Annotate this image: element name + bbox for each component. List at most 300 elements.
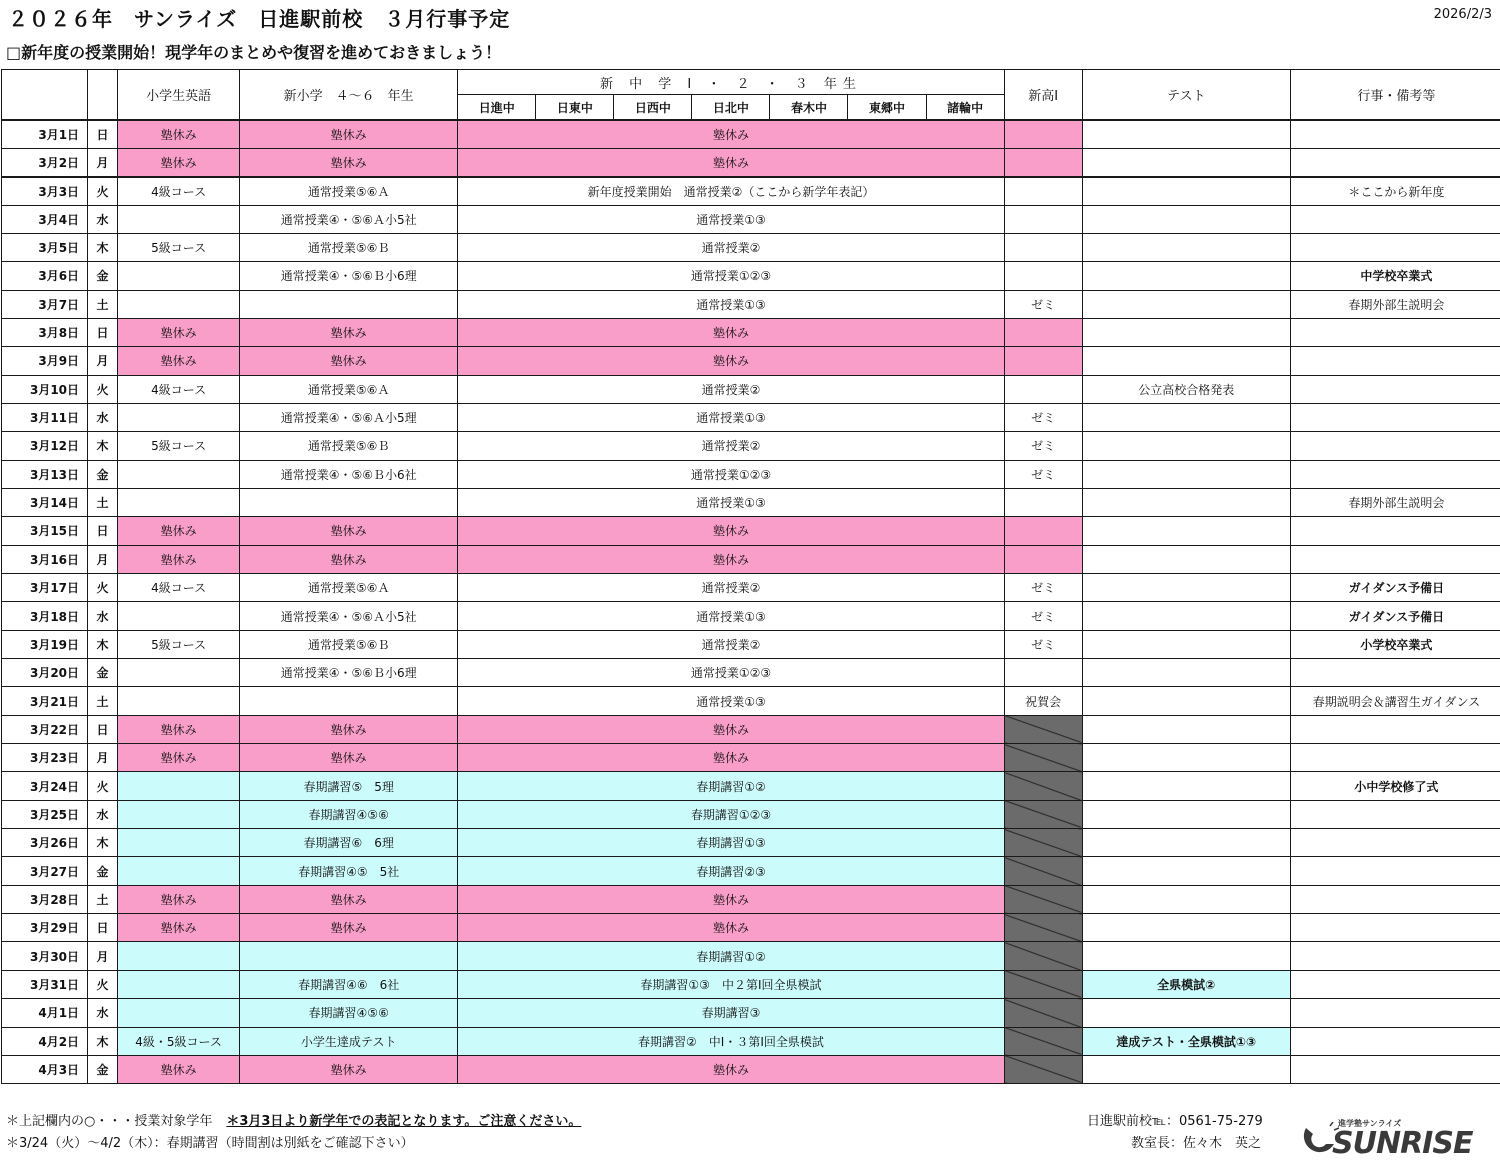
logo-wordmark: SUNRISE — [1332, 1126, 1473, 1161]
logo-subtitle: 進学塾サンライズ — [1338, 1119, 1402, 1128]
cell-eng: 塾休み — [118, 545, 240, 573]
cell-eng: 5級コース — [118, 432, 240, 460]
table-row — [2, 1027, 1500, 1055]
cell-elem: 通常授業④・⑤⑥Ａ小5理 — [240, 403, 458, 431]
footer-note-1 — [6, 1110, 581, 1129]
cell-date: 3月7日 — [2, 290, 88, 318]
cell-high — [1004, 233, 1082, 261]
cell-date: 3月9日 — [2, 347, 88, 375]
table-row — [2, 829, 1500, 857]
cell-test — [1082, 999, 1290, 1027]
cell-test — [1082, 1055, 1290, 1083]
cell-eng: 4級コース — [118, 574, 240, 602]
cell-test — [1082, 120, 1290, 148]
cell-date: 3月31日 — [2, 970, 88, 998]
cell-date: 3月13日 — [2, 460, 88, 488]
cell-high: ゼミ — [1004, 290, 1082, 318]
cell-eng: 塾休み — [118, 715, 240, 743]
cell-dow: 月 — [88, 942, 118, 970]
cell-elem: 塾休み — [240, 318, 458, 346]
cell-date: 3月15日 — [2, 517, 88, 545]
cell-events — [1290, 999, 1500, 1027]
cell-high — [1004, 318, 1082, 346]
cell-mid: 通常授業② — [458, 574, 1004, 602]
cell-eng — [118, 262, 240, 290]
table-row — [2, 574, 1500, 602]
cell-events — [1290, 659, 1500, 687]
cell-test — [1082, 715, 1290, 743]
cell-eng: 塾休み — [118, 120, 240, 148]
cell-test — [1082, 545, 1290, 573]
cell-dow: 火 — [88, 177, 118, 205]
cell-events — [1290, 715, 1500, 743]
table-row — [2, 999, 1500, 1027]
cell-events: 春期外部生説明会 — [1290, 488, 1500, 516]
cell-eng: 塾休み — [118, 885, 240, 913]
cell-dow: 月 — [88, 545, 118, 573]
cell-high — [1004, 1027, 1082, 1055]
table-row — [2, 262, 1500, 290]
cell-test — [1082, 517, 1290, 545]
header-high: 新高Ⅰ — [1004, 70, 1082, 121]
cell-events — [1290, 545, 1500, 573]
cell-test — [1082, 347, 1290, 375]
header-events: 行事・備考等 — [1290, 70, 1500, 121]
cell-eng: 塾休み — [118, 1055, 240, 1083]
cell-high — [1004, 545, 1082, 573]
cell-dow: 月 — [88, 347, 118, 375]
cell-test: 全県模試② — [1082, 970, 1290, 998]
cell-events — [1290, 432, 1500, 460]
schedule-table — [1, 69, 1500, 1084]
cell-test — [1082, 488, 1290, 516]
cell-elem: 通常授業⑤⑥Ｂ — [240, 630, 458, 658]
cell-high — [1004, 715, 1082, 743]
cell-events — [1290, 857, 1500, 885]
cell-eng — [118, 488, 240, 516]
cell-dow: 金 — [88, 857, 118, 885]
cell-events — [1290, 205, 1500, 233]
cell-date: 3月11日 — [2, 403, 88, 431]
cell-events — [1290, 318, 1500, 346]
cell-high: ゼミ — [1004, 432, 1082, 460]
cell-elem: 通常授業④・⑤⑥Ｂ小6理 — [240, 659, 458, 687]
cell-mid: 塾休み — [458, 318, 1004, 346]
cell-eng — [118, 460, 240, 488]
table-row — [2, 120, 1500, 148]
cell-eng — [118, 999, 240, 1027]
cell-mid: 通常授業①③ — [458, 403, 1004, 431]
header-elem: 新小学 ４～６ 年生 — [240, 70, 458, 121]
table-row — [2, 545, 1500, 573]
cell-dow: 日 — [88, 914, 118, 942]
cell-high — [1004, 1055, 1082, 1083]
cell-date: 3月6日 — [2, 262, 88, 290]
cell-date: 3月24日 — [2, 772, 88, 800]
cell-elem — [240, 488, 458, 516]
cell-dow: 木 — [88, 630, 118, 658]
cell-eng — [118, 403, 240, 431]
cell-date: 3月23日 — [2, 744, 88, 772]
header-school: 諸輪中 — [926, 95, 1004, 121]
cell-mid: 塾休み — [458, 885, 1004, 913]
cell-test — [1082, 885, 1290, 913]
cell-mid: 春期講習①③ 中２第Ⅰ回全県模試 — [458, 970, 1004, 998]
cell-eng: 塾休み — [118, 744, 240, 772]
cell-date: 4月1日 — [2, 999, 88, 1027]
cell-mid: 春期講習③ — [458, 999, 1004, 1027]
cell-date: 3月26日 — [2, 829, 88, 857]
cell-elem: 塾休み — [240, 885, 458, 913]
table-row — [2, 970, 1500, 998]
footer-note-emphasis: ＊3月3日より新学年での表記となります。ご注意ください。 — [226, 1114, 582, 1129]
cell-dow: 木 — [88, 233, 118, 261]
header-school: 日進中 — [458, 95, 536, 121]
cell-elem: 通常授業④・⑤⑥Ｂ小6社 — [240, 460, 458, 488]
cell-elem: 塾休み — [240, 744, 458, 772]
cell-mid: 通常授業①③ — [458, 687, 1004, 715]
table-row — [2, 205, 1500, 233]
cell-events: 小学校卒業式 — [1290, 630, 1500, 658]
cell-mid: 通常授業①③ — [458, 205, 1004, 233]
cell-high — [1004, 120, 1082, 148]
cell-date: 3月1日 — [2, 120, 88, 148]
cell-eng — [118, 290, 240, 318]
cell-eng: 塾休み — [118, 318, 240, 346]
cell-mid: 塾休み — [458, 517, 1004, 545]
cell-high — [1004, 942, 1082, 970]
cell-test — [1082, 290, 1290, 318]
table-row — [2, 432, 1500, 460]
cell-date: 3月16日 — [2, 545, 88, 573]
table-row — [2, 715, 1500, 743]
table-row — [2, 914, 1500, 942]
table-row — [2, 1055, 1500, 1083]
cell-elem: 通常授業④・⑤⑥Ｂ小6理 — [240, 262, 458, 290]
cell-high — [1004, 772, 1082, 800]
cell-high — [1004, 999, 1082, 1027]
cell-date: 3月19日 — [2, 630, 88, 658]
cell-high — [1004, 177, 1082, 205]
cell-eng — [118, 602, 240, 630]
cell-test — [1082, 630, 1290, 658]
cell-high — [1004, 375, 1082, 403]
cell-events — [1290, 347, 1500, 375]
cell-eng — [118, 857, 240, 885]
cell-dow: 金 — [88, 1055, 118, 1083]
table-row — [2, 602, 1500, 630]
cell-eng: 塾休み — [118, 148, 240, 176]
cell-test — [1082, 262, 1290, 290]
header-date — [2, 70, 88, 121]
cell-dow: 月 — [88, 148, 118, 176]
table-row — [2, 885, 1500, 913]
cell-elem: 通常授業④・⑤⑥Ａ小5社 — [240, 602, 458, 630]
cell-test — [1082, 857, 1290, 885]
cell-high — [1004, 744, 1082, 772]
cell-date: 3月18日 — [2, 602, 88, 630]
table-row — [2, 148, 1500, 176]
cell-dow: 土 — [88, 885, 118, 913]
cell-eng: 4級・5級コース — [118, 1027, 240, 1055]
cell-eng: 5級コース — [118, 233, 240, 261]
cell-mid: 塾休み — [458, 148, 1004, 176]
cell-eng — [118, 829, 240, 857]
cell-date: 3月27日 — [2, 857, 88, 885]
cell-dow: 日 — [88, 715, 118, 743]
cell-eng — [118, 942, 240, 970]
cell-dow: 金 — [88, 659, 118, 687]
cell-events — [1290, 517, 1500, 545]
cell-dow: 水 — [88, 205, 118, 233]
cell-dow: 土 — [88, 687, 118, 715]
cell-dow: 木 — [88, 1027, 118, 1055]
cell-elem: 春期講習⑤ 5理 — [240, 772, 458, 800]
cell-elem: 通常授業⑤⑥Ｂ — [240, 432, 458, 460]
cell-dow: 火 — [88, 574, 118, 602]
cell-test — [1082, 602, 1290, 630]
cell-elem: 春期講習④⑤ 5社 — [240, 857, 458, 885]
table-row — [2, 403, 1500, 431]
table-row — [2, 375, 1500, 403]
cell-date: 3月5日 — [2, 233, 88, 261]
cell-elem: 春期講習⑥ 6理 — [240, 829, 458, 857]
cell-test — [1082, 205, 1290, 233]
cell-events — [1290, 829, 1500, 857]
header-test: テスト — [1082, 70, 1290, 121]
cell-mid: 春期講習②③ — [458, 857, 1004, 885]
header-school: 日東中 — [536, 95, 614, 121]
cell-dow: 日 — [88, 517, 118, 545]
cell-elem: 通常授業④・⑤⑥Ａ小5社 — [240, 205, 458, 233]
cell-events: 春期説明会＆講習生ガイダンス — [1290, 687, 1500, 715]
cell-high — [1004, 488, 1082, 516]
schedule-body — [2, 120, 1500, 1084]
cell-eng — [118, 970, 240, 998]
cell-events — [1290, 460, 1500, 488]
cell-elem — [240, 290, 458, 318]
cell-date: 3月28日 — [2, 885, 88, 913]
cell-events — [1290, 233, 1500, 261]
cell-high — [1004, 659, 1082, 687]
table-row — [2, 290, 1500, 318]
cell-high: ゼミ — [1004, 630, 1082, 658]
cell-elem — [240, 942, 458, 970]
cell-date: 3月8日 — [2, 318, 88, 346]
cell-test — [1082, 687, 1290, 715]
cell-eng: 塾休み — [118, 517, 240, 545]
cell-elem: 春期講習④⑥ 6社 — [240, 970, 458, 998]
cell-date: 3月14日 — [2, 488, 88, 516]
cell-mid: 通常授業①②③ — [458, 262, 1004, 290]
cell-dow: 土 — [88, 290, 118, 318]
cell-events: ガイダンス予備日 — [1290, 574, 1500, 602]
cell-date: 3月12日 — [2, 432, 88, 460]
cell-test — [1082, 829, 1290, 857]
cell-elem: 塾休み — [240, 715, 458, 743]
cell-test — [1082, 432, 1290, 460]
header-school: 日西中 — [614, 95, 692, 121]
table-row — [2, 857, 1500, 885]
cell-mid: 新年度授業開始 通常授業②（ここから新学年表記） — [458, 177, 1004, 205]
cell-mid: 春期講習①② — [458, 942, 1004, 970]
cell-events — [1290, 1055, 1500, 1083]
cell-elem: 塾休み — [240, 148, 458, 176]
cell-events: 小中学校修了式 — [1290, 772, 1500, 800]
table-row — [2, 460, 1500, 488]
cell-high — [1004, 262, 1082, 290]
cell-date: 3月17日 — [2, 574, 88, 602]
table-row — [2, 318, 1500, 346]
cell-dow: 水 — [88, 403, 118, 431]
cell-dow: 日 — [88, 120, 118, 148]
cell-test: 達成テスト・全県模試①③ — [1082, 1027, 1290, 1055]
cell-events — [1290, 885, 1500, 913]
cell-high — [1004, 885, 1082, 913]
cell-elem: 春期講習④⑤⑥ — [240, 800, 458, 828]
cell-dow: 火 — [88, 970, 118, 998]
cell-mid: 通常授業①③ — [458, 602, 1004, 630]
cell-events: ガイダンス予備日 — [1290, 602, 1500, 630]
cell-mid: 通常授業② — [458, 432, 1004, 460]
cell-high: ゼミ — [1004, 403, 1082, 431]
cell-test — [1082, 574, 1290, 602]
cell-mid: 通常授業② — [458, 630, 1004, 658]
cell-date: 3月25日 — [2, 800, 88, 828]
cell-elem — [240, 687, 458, 715]
cell-mid: 通常授業①②③ — [458, 659, 1004, 687]
cell-events: 中学校卒業式 — [1290, 262, 1500, 290]
cell-mid: 塾休み — [458, 715, 1004, 743]
cell-high — [1004, 205, 1082, 233]
cell-test — [1082, 460, 1290, 488]
cell-mid: 春期講習② 中Ⅰ・３第Ⅰ回全県模試 — [458, 1027, 1004, 1055]
header-dow — [88, 70, 118, 121]
cell-eng — [118, 687, 240, 715]
header-school: 日北中 — [692, 95, 770, 121]
cell-mid: 塾休み — [458, 545, 1004, 573]
cell-high — [1004, 800, 1082, 828]
footer-note-2: ＊3/24（火）～4/2（木）：春期講習（時間割は別紙をご確認下さい） — [6, 1136, 414, 1151]
cell-date: 3月4日 — [2, 205, 88, 233]
cell-test — [1082, 148, 1290, 176]
cell-eng: 塾休み — [118, 914, 240, 942]
table-row — [2, 659, 1500, 687]
cell-eng: 4級コース — [118, 375, 240, 403]
cell-dow: 月 — [88, 744, 118, 772]
cell-date: 3月21日 — [2, 687, 88, 715]
cell-events — [1290, 942, 1500, 970]
cell-date: 3月29日 — [2, 914, 88, 942]
cell-date: 3月2日 — [2, 148, 88, 176]
cell-dow: 日 — [88, 318, 118, 346]
cell-high — [1004, 517, 1082, 545]
cell-date: 3月20日 — [2, 659, 88, 687]
cell-elem: 通常授業⑤⑥Ａ — [240, 574, 458, 602]
cell-dow: 金 — [88, 262, 118, 290]
cell-dow: 水 — [88, 602, 118, 630]
cell-dow: 火 — [88, 772, 118, 800]
cell-dow: 土 — [88, 488, 118, 516]
cell-date: 3月3日 — [2, 177, 88, 205]
sunrise-logo — [1300, 1114, 1490, 1160]
cell-mid: 塾休み — [458, 914, 1004, 942]
cell-events — [1290, 375, 1500, 403]
cell-elem: 通常授業⑤⑥Ａ — [240, 177, 458, 205]
cell-dow: 木 — [88, 829, 118, 857]
cell-test — [1082, 659, 1290, 687]
cell-elem: 春期講習④⑤⑥ — [240, 999, 458, 1027]
notice-banner: □新年度の授業開始！現学年のまとめや復習を進めておきましょう！ — [6, 43, 502, 62]
cell-elem: 塾休み — [240, 1055, 458, 1083]
cell-events — [1290, 744, 1500, 772]
cell-high: ゼミ — [1004, 460, 1082, 488]
cell-mid: 通常授業①②③ — [458, 460, 1004, 488]
cell-mid: 通常授業①③ — [458, 290, 1004, 318]
cell-events — [1290, 914, 1500, 942]
cell-eng — [118, 772, 240, 800]
cell-dow: 水 — [88, 999, 118, 1027]
table-row — [2, 772, 1500, 800]
cell-mid: 春期講習①②③ — [458, 800, 1004, 828]
cell-elem: 塾休み — [240, 347, 458, 375]
cell-date: 4月2日 — [2, 1027, 88, 1055]
cell-mid: 塾休み — [458, 1055, 1004, 1083]
cell-date: 4月3日 — [2, 1055, 88, 1083]
cell-eng: 5級コース — [118, 630, 240, 658]
footer-tel: 日進駅前校℡：0561-75-279 — [1087, 1114, 1263, 1129]
header-school: 東郷中 — [848, 95, 926, 121]
cell-date: 3月10日 — [2, 375, 88, 403]
cell-mid: 塾休み — [458, 347, 1004, 375]
footer-note-text: ＊上記欄内の○・・・授業対象学年 — [6, 1114, 213, 1129]
cell-high — [1004, 914, 1082, 942]
cell-elem: 通常授業⑤⑥Ａ — [240, 375, 458, 403]
table-row — [2, 233, 1500, 261]
cell-mid: 通常授業①③ — [458, 488, 1004, 516]
cell-test — [1082, 914, 1290, 942]
cell-high — [1004, 857, 1082, 885]
table-row — [2, 488, 1500, 516]
cell-events: 春期外部生説明会 — [1290, 290, 1500, 318]
table-row — [2, 800, 1500, 828]
cell-test: 公立高校合格発表 — [1082, 375, 1290, 403]
header-eng: 小学生英語 — [118, 70, 240, 121]
cell-test — [1082, 318, 1290, 346]
cell-events — [1290, 120, 1500, 148]
table-row — [2, 177, 1500, 205]
cell-test — [1082, 233, 1290, 261]
cell-elem: 塾休み — [240, 517, 458, 545]
cell-mid: 春期講習①③ — [458, 829, 1004, 857]
cell-test — [1082, 772, 1290, 800]
cell-events — [1290, 970, 1500, 998]
cell-eng — [118, 800, 240, 828]
cell-elem: 塾休み — [240, 914, 458, 942]
cell-eng: 4級コース — [118, 177, 240, 205]
cell-test — [1082, 800, 1290, 828]
issued-date: 2026/2/3 — [1433, 7, 1492, 22]
cell-mid: 通常授業② — [458, 233, 1004, 261]
cell-high — [1004, 347, 1082, 375]
cell-dow: 金 — [88, 460, 118, 488]
cell-events — [1290, 1027, 1500, 1055]
footer-principal: 教室長：佐々木 英之 — [1131, 1136, 1262, 1151]
cell-date: 3月30日 — [2, 942, 88, 970]
cell-test — [1082, 403, 1290, 431]
table-row — [2, 630, 1500, 658]
cell-mid: 塾休み — [458, 120, 1004, 148]
